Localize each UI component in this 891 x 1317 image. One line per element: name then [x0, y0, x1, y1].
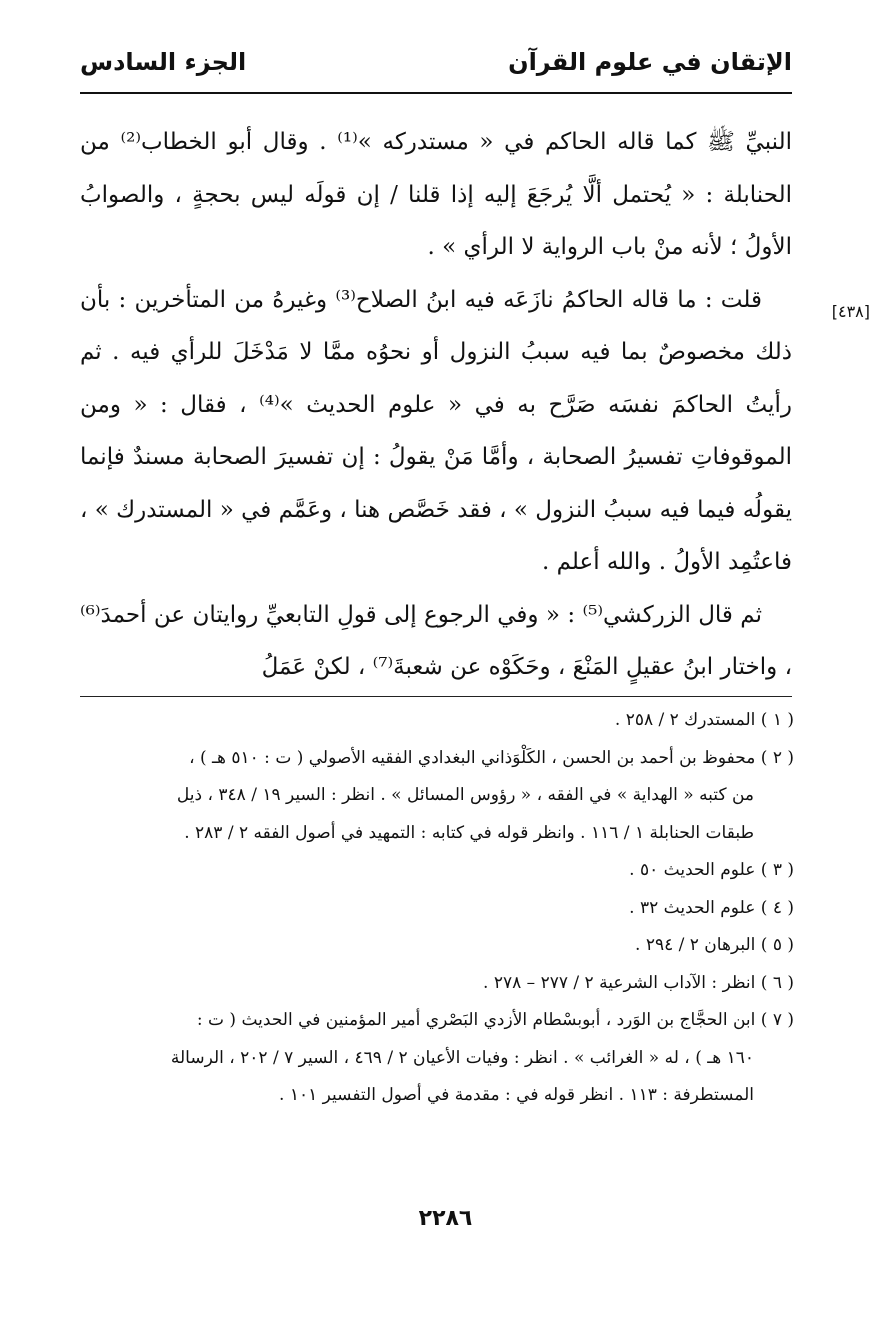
footnote-text: انظر : الآداب الشرعية ٢ / ٢٧٧ – ٢٧٨ . [483, 972, 756, 993]
footnote-number: ( ٦ ) [760, 972, 794, 993]
footnote [80, 740, 794, 853]
footnote-text: علوم الحديث ٣٢ . [629, 897, 756, 918]
page-marker: [٤٣٨] [831, 302, 870, 321]
header-rule [80, 92, 792, 94]
footnote-text: علوم الحديث ٥٠ . [629, 860, 756, 880]
footnote-text: محفوظ بن أحمد بن الحسن ، الكَلْوَذاني البغدادي الفقيه الأصولي ( ت : ٥١٠ هـ ) ، [189, 747, 756, 768]
footnote-number: ( ٤ ) [760, 897, 794, 918]
footnote-rule [80, 696, 792, 697]
footnote-number: ( ٧ ) [760, 1010, 794, 1030]
paragraph: قلت : ما قاله الحاكمُ نازَعَه فيه ابنُ الصلاح⁽³⁾ وغيرهُ من المتأخرين : بأن ذلك مخصوصٌ بما فيه سببُ النزول أو نحوُه ممَّا لا مَدْخَلَ للرأي فيه . ثم رأيتُ الحاكمَ نفسَه صَرَّح به في « علوم الحديث »⁽⁴⁾ ، فقال : « ومن الموقوفاتِ تفسيرُ الصحابة ، وأمَّا مَنْ يقولُ : إن تفسيرَ الصحابة مسندٌ فإنما يقولُه فيما فيه سببُ النزول » ، فقد خَصَّص هنا ، وعَمَّم في « المستدرك » ، فاعتُمِد الأولُ . والله أعلم . [80, 286, 792, 575]
book-title: الإتقان في علوم القرآن [508, 48, 792, 76]
footnote [80, 1002, 794, 1115]
footnote-text: ١٦٠ هـ ) ، له « الغرائب » . انظر : وفيات الأعيان ٢ / ٤٦٩ ، السير ٧ / ٢٠٢ ، الرسالة [170, 1047, 754, 1068]
footnote-number: ( ٥ ) [760, 935, 794, 955]
footnote [80, 702, 794, 740]
footnote [80, 852, 794, 890]
footnote-text: البرهان ٢ / ٢٩٤ . [635, 935, 756, 955]
footnote-text: طبقات الحنابلة ١ / ١١٦ . وانظر قوله في كتابه : التمهيد في أصول الفقه ٢ / ٢٨٣ . [184, 822, 754, 843]
footnote [80, 965, 794, 1003]
footnote-number: ( ٢ ) [760, 747, 794, 768]
paragraph: ثم قال الزركشي⁽⁵⁾ : « وفي الرجوع إلى قولِ التابعيِّ روايتان عن أحمدَ⁽⁶⁾ ، واختار ابنُ عقيلٍ المَنْعَ ، وحَكَوْه عن شعبةَ⁽⁷⁾ ، لكنْ عَمَلُ [80, 601, 792, 680]
page-number: ٢٢٨٦ [418, 1206, 473, 1231]
part-label: الجزء السادس [80, 48, 247, 76]
footnote-text: المستدرك ٢ / ٢٥٨ . [614, 710, 756, 730]
footnote [80, 927, 794, 965]
footnote-number: ( ١ ) [760, 710, 794, 730]
main-text [80, 116, 870, 694]
footnote-number: ( ٣ ) [760, 860, 794, 880]
footnotes [80, 702, 794, 1115]
running-header [80, 44, 792, 92]
footnote-text: من كتبه « الهداية » في الفقه ، « رؤوس المسائل » . انظر : السير ١٩ / ٣٤٨ ، ذيل [176, 785, 754, 805]
paragraph: النبيِّ ﷺ كما قاله الحاكم في « مستدركه »⁽¹⁾ . وقال أبو الخطاب⁽²⁾ من الحنابلة : « يُحتمل ألَّا يُرجَعَ إليه إذا قلنا / إن قولَه ليس بحجةٍ ، والصوابُ الأولُ ؛ لأنه منْ باب الرواية لا الرأي » . [80, 129, 792, 260]
footnote [80, 890, 794, 928]
footnote-text: ابن الحجَّاج بن الوَرد ، أبوبسْطام الأزدي البَصْري أمير المؤمنين في الحديث ( ت : [196, 1010, 756, 1030]
footnote-text: المستطرفة : ١١٣ . انظر قوله في : مقدمة في أصول التفسير ١٠١ . [279, 1085, 754, 1105]
